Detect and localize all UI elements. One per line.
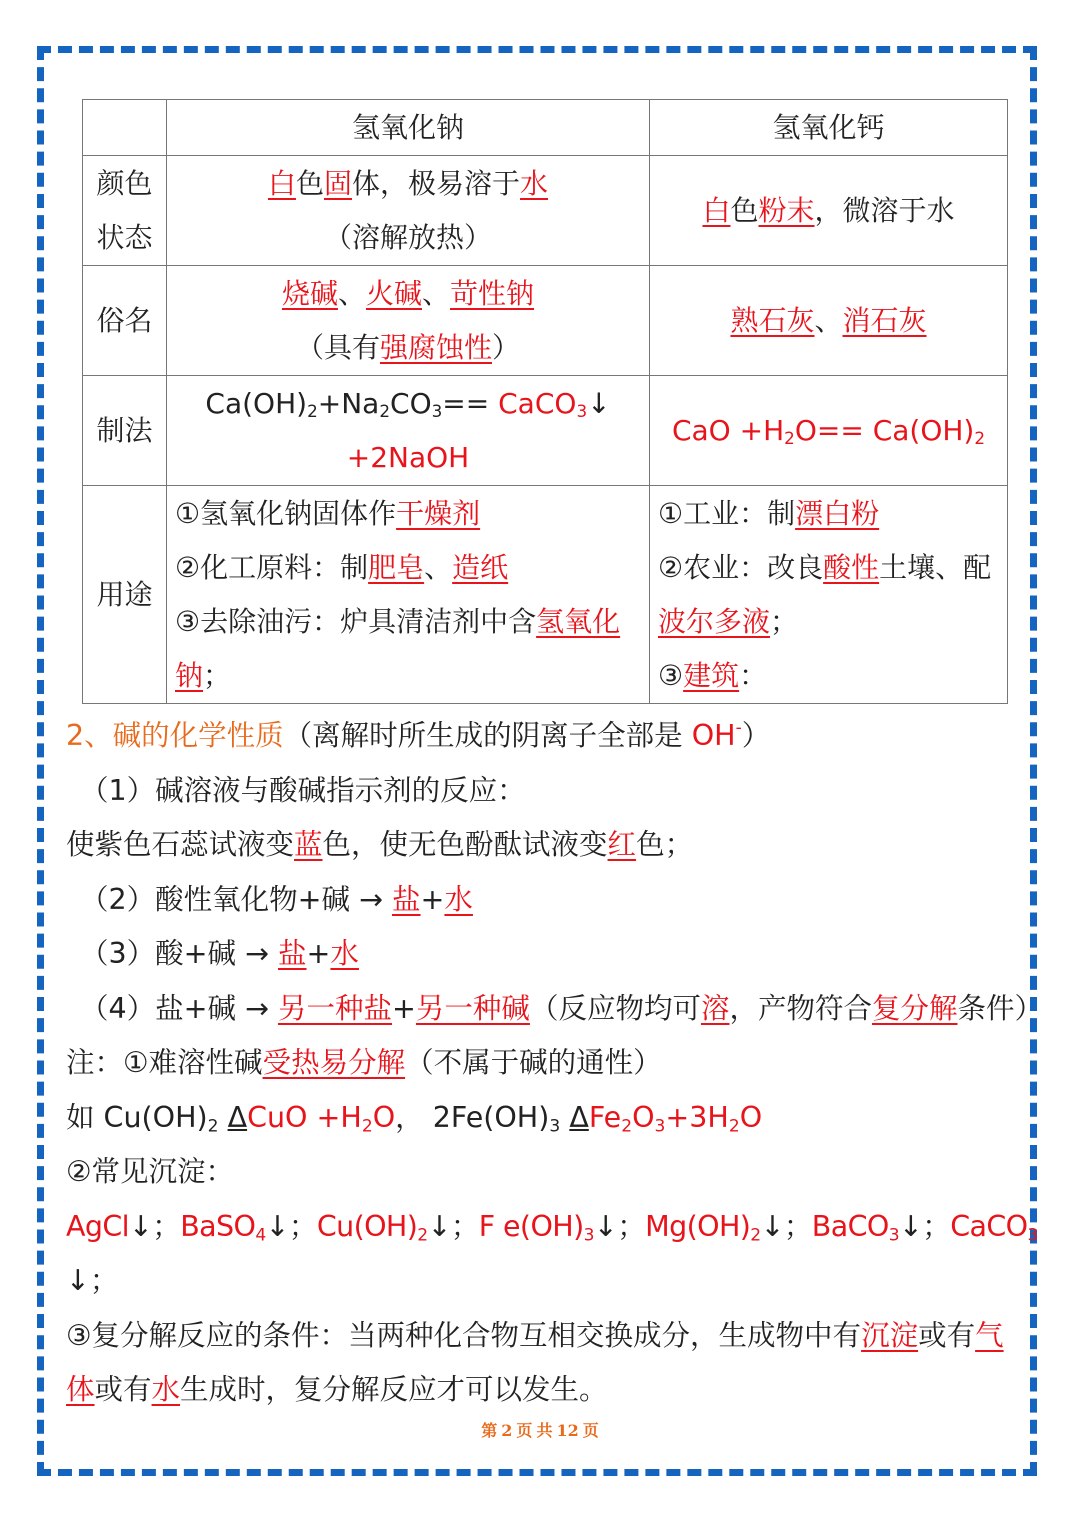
chemical-properties-section: [66, 709, 1044, 1418]
row-label-prep: 制法: [83, 376, 167, 486]
cell-caoh-color: 白色粉末，微溶于水: [650, 156, 1008, 266]
table-row-name: [83, 266, 1008, 376]
table-row-prep: [83, 376, 1008, 486]
line-oxide-base: （2）酸性氧化物+碱 → 盐+水: [80, 882, 473, 916]
cell-caoh-name: 熟石灰、消石灰: [650, 266, 1008, 376]
line-note-decompose: 注：①难溶性碱受热易分解（不属于碱的通性）: [66, 1046, 662, 1079]
table-row-color: [83, 156, 1008, 266]
line-metathesis-condition-1: ③复分解反应的条件：当两种化合物互相交换成分，生成物中有沉淀或有气: [66, 1318, 1004, 1352]
cell-naoh-use: ①氢氧化钠固体作干燥剂 ②化工原料：制肥皂、造纸 ③去除油污：炉具清洁剂中含氢氧化 钠；: [167, 486, 650, 704]
table-header-row: [83, 100, 1008, 156]
line-metathesis-condition-2: 体或有水生成时，复分解反应才可以发生。: [66, 1373, 608, 1406]
page-total: 12: [556, 1421, 579, 1440]
section-heading: 2、碱的化学性质（离解时所生成的阴离子全部是 OH-）: [66, 718, 771, 752]
header-caoh: 氢氧化钙: [650, 100, 1008, 156]
cell-naoh-color: 白色固体，极易溶于水 （溶解放热）: [167, 156, 650, 266]
table-row-use: [83, 486, 1008, 704]
line-precipitates-heading: ②常见沉淀：: [66, 1155, 235, 1188]
row-label-name: 俗名: [83, 266, 167, 376]
line-salt-base: （4）盐+碱 → 另一种盐+另一种碱（反应物均可溶，产物符合复分解条件）: [80, 991, 1044, 1025]
cell-naoh-name: 烧碱、火碱、苛性钠 （具有强腐蚀性）: [167, 266, 650, 376]
header-empty-cell: [83, 100, 167, 156]
line-indicator-result: 使紫色石蕊试液变蓝色，使无色酚酞试液变红色；: [66, 828, 694, 861]
cell-caoh-prep: CaO $+H_2O== Ca(OH)_2$: [650, 376, 1008, 486]
cell-caoh-use: ①工业：制漂白粉 ②农业：改良酸性土壤、配 波尔多液； ③建筑：: [650, 486, 1008, 704]
header-naoh: 氢氧化钠: [167, 100, 650, 156]
page-number: 2: [501, 1421, 513, 1440]
line-indicator-heading: （1）碱溶液与酸碱指示剂的反应：: [80, 773, 526, 807]
row-label-color: 颜色 状态: [83, 156, 167, 266]
line-precipitates-end: ↓；: [66, 1264, 119, 1297]
properties-table: [82, 99, 1008, 704]
line-decompose-equations: 如 $Cu(OH)_2$ $\Delta CuO +H_2O$， $2Fe(OH)_3$ $\Delta Fe_2O_3+3H_2O$: [66, 1100, 763, 1136]
line-acid-base: （3）酸+碱 → 盐+水: [80, 937, 359, 970]
row-label-use: 用途: [83, 486, 167, 704]
page-footer: 第 2 页 共 12 页: [481, 1421, 599, 1440]
cell-naoh-prep: $Ca(OH)_2+Na_2CO_3==$ CaCO$_3$↓ +2NaOH: [167, 376, 650, 486]
line-precipitates-list: AgCl↓；BaSO$_4$↓；$Cu(OH)_2↓$；F $e(OH)_3↓$；$Mg(OH)_2↓$；BaCO$_3$↓；CaCO$_3$: [66, 1209, 1038, 1245]
